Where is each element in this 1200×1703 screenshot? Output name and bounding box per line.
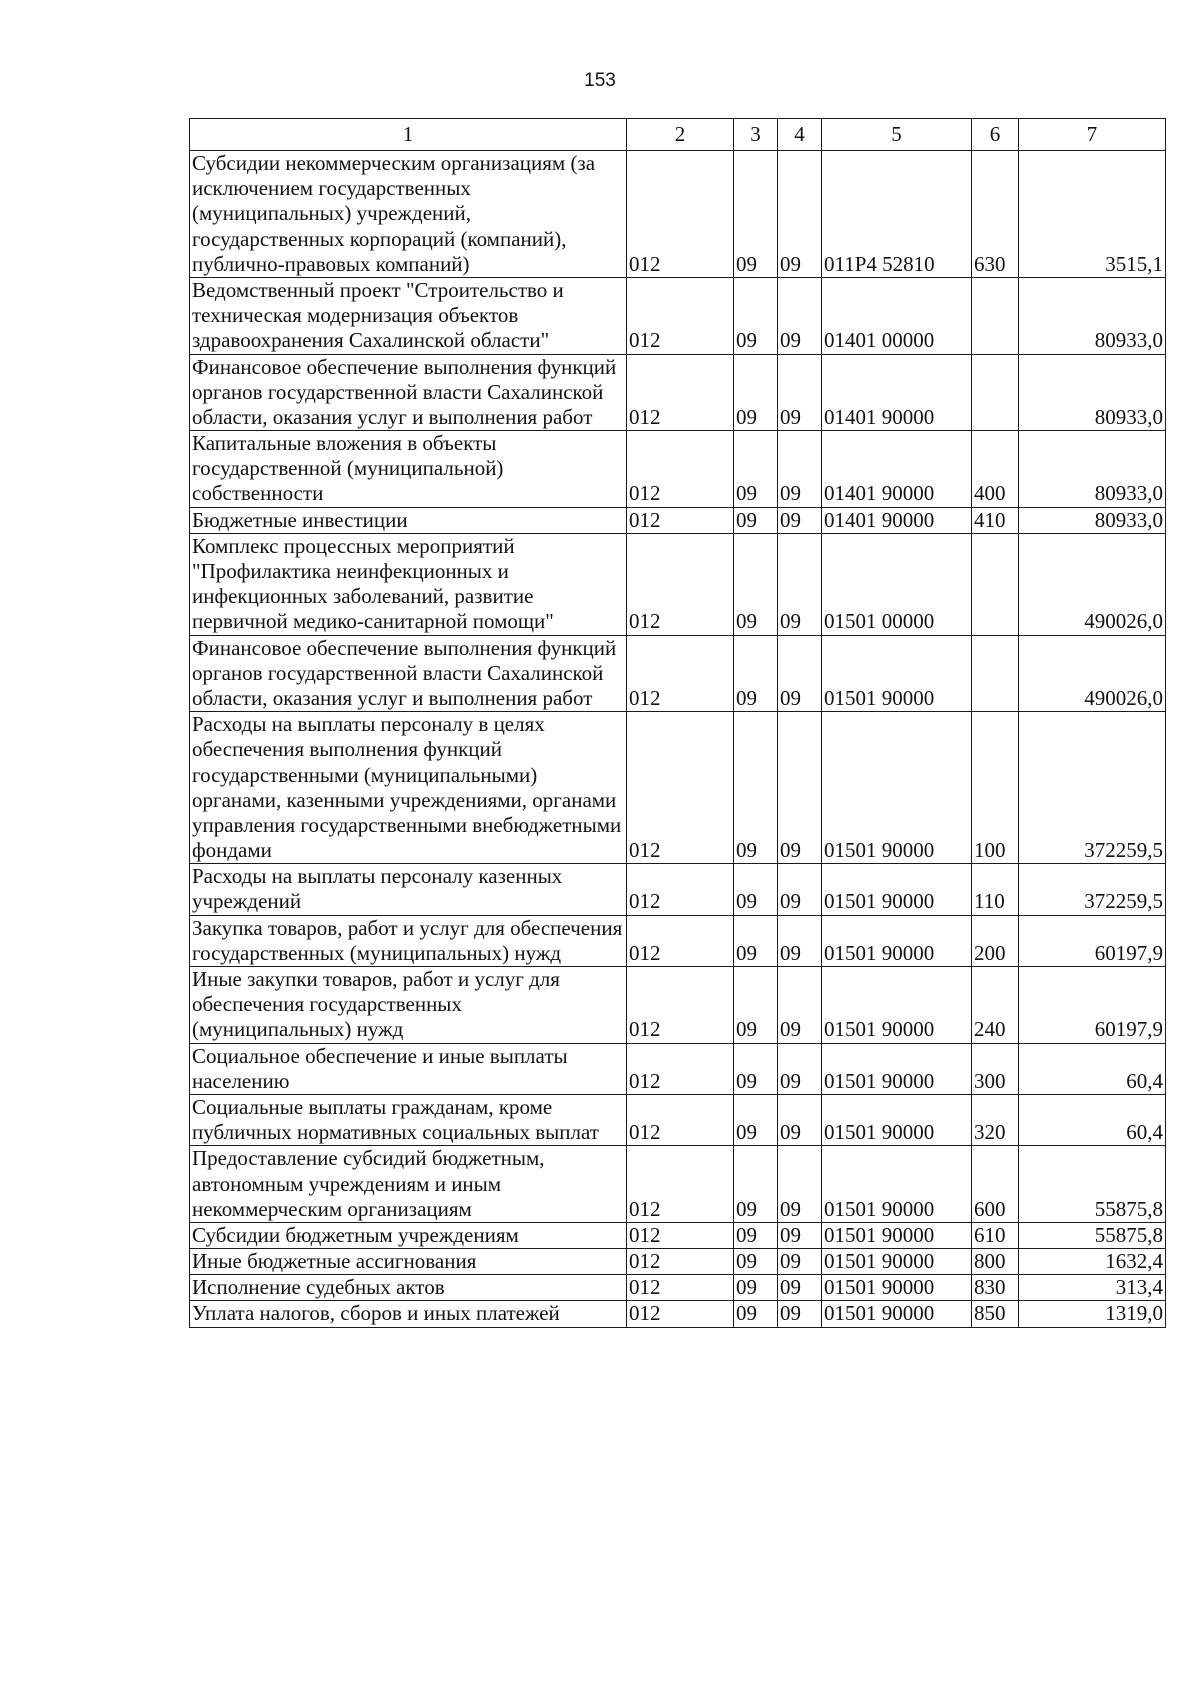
table-row (190, 533, 1166, 635)
ministry-code-cell: 012 (627, 277, 734, 354)
subsection-code-cell: 09 (778, 635, 822, 712)
expense-type-cell: 600 (972, 1146, 1019, 1223)
ministry-code-cell: 012 (627, 635, 734, 712)
column-header-6: 6 (972, 119, 1019, 151)
section-code-cell: 09 (734, 1275, 778, 1301)
section-code-cell: 09 (734, 1301, 778, 1327)
target-article-cell: 011Р4 52810 (822, 151, 972, 278)
table-row (190, 1146, 1166, 1223)
amount-cell: 60,4 (1019, 1094, 1166, 1145)
section-code-cell: 09 (734, 354, 778, 431)
row-name-cell: Комплекс процессных мероприятий "Профилактика неинфекционных и инфекционных заболеваний, развитие первичной медико-санитарной помощи" (190, 533, 627, 635)
ministry-code-cell: 012 (627, 1275, 734, 1301)
table-row (190, 864, 1166, 915)
amount-cell: 313,4 (1019, 1275, 1166, 1301)
subsection-code-cell: 09 (778, 864, 822, 915)
amount-cell: 60197,9 (1019, 915, 1166, 966)
section-code-cell: 09 (734, 635, 778, 712)
table-header-row (190, 119, 1166, 151)
subsection-code-cell: 09 (778, 1043, 822, 1094)
table-row (190, 277, 1166, 354)
ministry-code-cell: 012 (627, 431, 734, 508)
target-article-cell: 01501 90000 (822, 864, 972, 915)
target-article-cell: 01401 90000 (822, 507, 972, 533)
amount-cell: 80933,0 (1019, 507, 1166, 533)
target-article-cell: 01401 90000 (822, 431, 972, 508)
subsection-code-cell: 09 (778, 151, 822, 278)
subsection-code-cell: 09 (778, 1222, 822, 1248)
expense-type-cell: 610 (972, 1222, 1019, 1248)
section-code-cell: 09 (734, 1146, 778, 1223)
subsection-code-cell: 09 (778, 1146, 822, 1223)
table-row (190, 354, 1166, 431)
expense-type-cell (972, 533, 1019, 635)
section-code-cell: 09 (734, 1043, 778, 1094)
target-article-cell: 01501 90000 (822, 712, 972, 864)
subsection-code-cell: 09 (778, 915, 822, 966)
amount-cell: 80933,0 (1019, 431, 1166, 508)
ministry-code-cell: 012 (627, 1094, 734, 1145)
row-name-cell: Финансовое обеспечение выполнения функций органов государственной власти Сахалинской области, оказания услуг и выполнения работ (190, 635, 627, 712)
section-code-cell: 09 (734, 712, 778, 864)
table-row (190, 1275, 1166, 1301)
table-row (190, 507, 1166, 533)
row-name-cell: Субсидии бюджетным учреждениям (190, 1222, 627, 1248)
table-row (190, 1249, 1166, 1275)
target-article-cell: 01501 90000 (822, 1222, 972, 1248)
subsection-code-cell: 09 (778, 1301, 822, 1327)
column-header-4: 4 (778, 119, 822, 151)
section-code-cell: 09 (734, 151, 778, 278)
column-header-3: 3 (734, 119, 778, 151)
amount-cell: 60,4 (1019, 1043, 1166, 1094)
subsection-code-cell: 09 (778, 507, 822, 533)
expense-type-cell: 850 (972, 1301, 1019, 1327)
amount-cell: 55875,8 (1019, 1146, 1166, 1223)
target-article-cell: 01501 90000 (822, 1249, 972, 1275)
amount-cell: 80933,0 (1019, 277, 1166, 354)
table-row (190, 635, 1166, 712)
expense-type-cell: 830 (972, 1275, 1019, 1301)
section-code-cell: 09 (734, 533, 778, 635)
section-code-cell: 09 (734, 507, 778, 533)
amount-cell: 490026,0 (1019, 635, 1166, 712)
row-name-cell: Социальные выплаты гражданам, кроме публичных нормативных социальных выплат (190, 1094, 627, 1145)
amount-cell: 372259,5 (1019, 712, 1166, 864)
row-name-cell: Уплата налогов, сборов и иных платежей (190, 1301, 627, 1327)
target-article-cell: 01501 00000 (822, 533, 972, 635)
section-code-cell: 09 (734, 1094, 778, 1145)
table-body (190, 151, 1166, 1328)
expense-type-cell (972, 354, 1019, 431)
target-article-cell: 01501 90000 (822, 1043, 972, 1094)
section-code-cell: 09 (734, 431, 778, 508)
column-header-5: 5 (822, 119, 972, 151)
section-code-cell: 09 (734, 1222, 778, 1248)
table-row (190, 1094, 1166, 1145)
section-code-cell: 09 (734, 967, 778, 1044)
target-article-cell: 01501 90000 (822, 1094, 972, 1145)
expense-type-cell: 320 (972, 1094, 1019, 1145)
budget-table (189, 118, 1166, 1328)
table-row (190, 967, 1166, 1044)
row-name-cell: Предоставление субсидий бюджетным, автономным учреждениям и иным некоммерческим организациям (190, 1146, 627, 1223)
amount-cell: 1319,0 (1019, 1301, 1166, 1327)
table-row (190, 151, 1166, 278)
expense-type-cell: 800 (972, 1249, 1019, 1275)
column-header-7: 7 (1019, 119, 1166, 151)
target-article-cell: 01501 90000 (822, 915, 972, 966)
subsection-code-cell: 09 (778, 431, 822, 508)
target-article-cell: 01401 90000 (822, 354, 972, 431)
expense-type-cell (972, 277, 1019, 354)
ministry-code-cell: 012 (627, 533, 734, 635)
ministry-code-cell: 012 (627, 1222, 734, 1248)
table-row (190, 1222, 1166, 1248)
table-row (190, 1301, 1166, 1327)
ministry-code-cell: 012 (627, 1146, 734, 1223)
ministry-code-cell: 012 (627, 507, 734, 533)
table-row (190, 712, 1166, 864)
target-article-cell: 01501 90000 (822, 1146, 972, 1223)
amount-cell: 372259,5 (1019, 864, 1166, 915)
row-name-cell: Ведомственный проект "Строительство и техническая модернизация объектов здравоохранения Сахалинской области" (190, 277, 627, 354)
target-article-cell: 01501 90000 (822, 1275, 972, 1301)
expense-type-cell: 100 (972, 712, 1019, 864)
ministry-code-cell: 012 (627, 1249, 734, 1275)
table-row (190, 431, 1166, 508)
row-name-cell: Финансовое обеспечение выполнения функций органов государственной власти Сахалинской области, оказания услуг и выполнения работ (190, 354, 627, 431)
row-name-cell: Социальное обеспечение и иные выплаты населению (190, 1043, 627, 1094)
table-row (190, 915, 1166, 966)
subsection-code-cell: 09 (778, 533, 822, 635)
column-header-2: 2 (627, 119, 734, 151)
row-name-cell: Расходы на выплаты персоналу казенных учреждений (190, 864, 627, 915)
amount-cell: 1632,4 (1019, 1249, 1166, 1275)
row-name-cell: Иные закупки товаров, работ и услуг для обеспечения государственных (муниципальных) нужд (190, 967, 627, 1044)
section-code-cell: 09 (734, 864, 778, 915)
subsection-code-cell: 09 (778, 1275, 822, 1301)
expense-type-cell: 410 (972, 507, 1019, 533)
subsection-code-cell: 09 (778, 1249, 822, 1275)
ministry-code-cell: 012 (627, 967, 734, 1044)
subsection-code-cell: 09 (778, 277, 822, 354)
expense-type-cell: 630 (972, 151, 1019, 278)
row-name-cell: Исполнение судебных актов (190, 1275, 627, 1301)
table-row (190, 1043, 1166, 1094)
expense-type-cell: 400 (972, 431, 1019, 508)
target-article-cell: 01501 90000 (822, 967, 972, 1044)
ministry-code-cell: 012 (627, 864, 734, 915)
subsection-code-cell: 09 (778, 967, 822, 1044)
ministry-code-cell: 012 (627, 151, 734, 278)
ministry-code-cell: 012 (627, 915, 734, 966)
subsection-code-cell: 09 (778, 354, 822, 431)
section-code-cell: 09 (734, 1249, 778, 1275)
page-number: 153 (584, 70, 616, 91)
target-article-cell: 01501 90000 (822, 1301, 972, 1327)
expense-type-cell: 200 (972, 915, 1019, 966)
amount-cell: 3515,1 (1019, 151, 1166, 278)
ministry-code-cell: 012 (627, 712, 734, 864)
row-name-cell: Расходы на выплаты персоналу в целях обеспечения выполнения функций государственными (муниципальными) органами, казенными учреждениями, органами управления государственными внебюджетными фондами (190, 712, 627, 864)
expense-type-cell (972, 635, 1019, 712)
row-name-cell: Бюджетные инвестиции (190, 507, 627, 533)
amount-cell: 80933,0 (1019, 354, 1166, 431)
subsection-code-cell: 09 (778, 1094, 822, 1145)
amount-cell: 55875,8 (1019, 1222, 1166, 1248)
row-name-cell: Иные бюджетные ассигнования (190, 1249, 627, 1275)
row-name-cell: Субсидии некоммерческим организациям (за исключением государственных (муниципальных) учреждений, государственных корпораций (компаний), публично-правовых компаний) (190, 151, 627, 278)
target-article-cell: 01501 90000 (822, 635, 972, 712)
section-code-cell: 09 (734, 915, 778, 966)
column-header-1: 1 (190, 119, 627, 151)
section-code-cell: 09 (734, 277, 778, 354)
expense-type-cell: 110 (972, 864, 1019, 915)
target-article-cell: 01401 00000 (822, 277, 972, 354)
subsection-code-cell: 09 (778, 712, 822, 864)
amount-cell: 60197,9 (1019, 967, 1166, 1044)
ministry-code-cell: 012 (627, 1043, 734, 1094)
expense-type-cell: 240 (972, 967, 1019, 1044)
ministry-code-cell: 012 (627, 1301, 734, 1327)
row-name-cell: Закупка товаров, работ и услуг для обеспечения государственных (муниципальных) нужд (190, 915, 627, 966)
expense-type-cell: 300 (972, 1043, 1019, 1094)
row-name-cell: Капитальные вложения в объекты государственной (муниципальной) собственности (190, 431, 627, 508)
ministry-code-cell: 012 (627, 354, 734, 431)
amount-cell: 490026,0 (1019, 533, 1166, 635)
